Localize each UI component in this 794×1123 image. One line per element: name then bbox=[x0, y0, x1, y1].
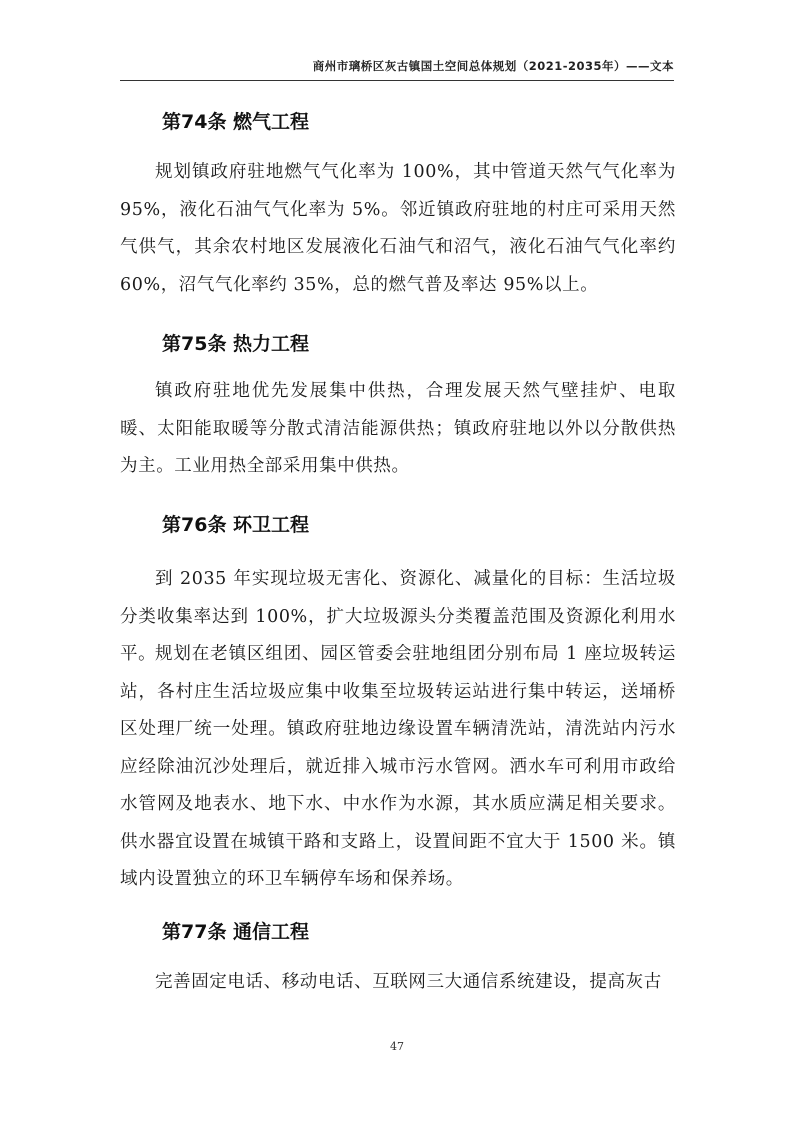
section-heading-76: 第76条 环卫工程 bbox=[162, 514, 310, 536]
page-number: 47 bbox=[390, 1040, 404, 1053]
section-75-paragraph: 镇政府驻地优先发展集中供热，合理发展天然气壁挂炉、电取暖、太阳能取暖等分散式清洁能源供热；镇政府驻地以外以分散供热为主。工业用热全部采用集中供热。 bbox=[120, 381, 676, 476]
section-heading-75: 第75条 热力工程 bbox=[162, 333, 310, 355]
running-header: 商州市璃桥区灰古镇国土空间总体规划（2021-2035年）——文本 bbox=[312, 59, 674, 73]
section-74-paragraph: 规划镇政府驻地燃气气化率为 100%，其中管道天然气气化率为 95%，液化石油气气化率为 5%。邻近镇政府驻地的村庄可采用天然气供气，其余农村地区发展液化石油气和沼气，液化石油气气化率约 60%，沼气气化率约 35%，总的燃气普及率达 95%以上。 bbox=[120, 162, 676, 295]
section-76-paragraph-1: 到 2035 年实现垃圾无害化、资源化、减量化的目标：生活垃圾分类收集率达到 100%，扩大垃圾源头分类覆盖范围及资源化利用水平。 bbox=[120, 569, 676, 664]
header-divider bbox=[120, 80, 674, 81]
section-77-paragraph: 完善固定电话、移动电话、互联网三大通信系统建设，提高灰古 bbox=[155, 972, 662, 992]
section-heading-77: 第77条 通信工程 bbox=[162, 921, 310, 943]
section-76-paragraph-2: 规划在老镇区组团、园区管委会驻地组团分别布局 1 座垃圾转运站，各村庄生活垃圾应集中收集至垃圾转运站进行集中转运，送埇桥区处理厂统一处理。镇政府驻地边缘设置车辆清洗站，清洗站内污水应经除油沉沙处理后，就近排入城市污水管网。洒水车可利用市政给水管网及地表水、地下水、中水作为水源，其水质应满足相关要求。供水器宜设置在城镇干路和支路上，设置间距不宜大于 1500 米。镇域内设置独立的环卫车辆停车场和保养场。 bbox=[120, 644, 676, 889]
section-heading-74: 第74条 燃气工程 bbox=[162, 111, 310, 133]
